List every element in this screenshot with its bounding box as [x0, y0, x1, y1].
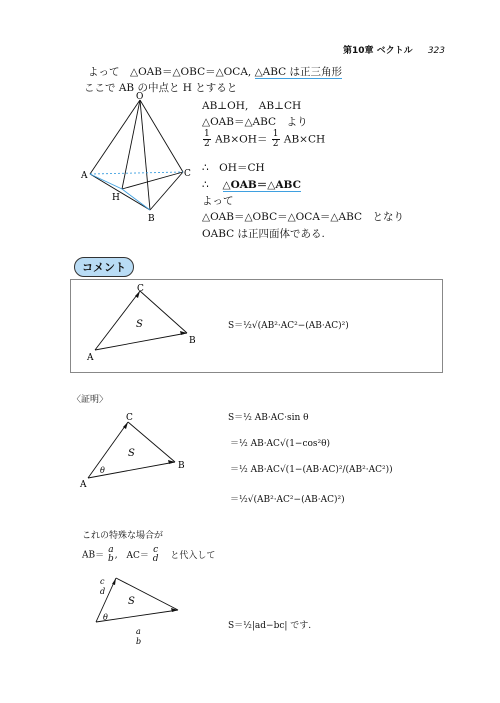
therefore-mark: ∴ — [202, 179, 220, 191]
special-line-1: これの特殊な場合が — [82, 531, 164, 541]
comment-B-label: B — [189, 336, 196, 346]
vertex-O-label: O — [136, 92, 144, 102]
substitute-text: と代入して — [170, 550, 216, 561]
solution-line-2: ここで AB の中点と H とすると — [84, 82, 238, 94]
proof-theta-label: θ — [100, 466, 105, 475]
proof-S-label: S — [128, 448, 135, 459]
equilateral-statement: △ABC は正三角形 — [254, 66, 343, 78]
page-header — [343, 43, 445, 56]
page-number: 323 — [427, 46, 445, 56]
proof-B-label: B — [178, 461, 185, 471]
vertex-B-label: B — [148, 214, 155, 224]
proof-A-label: A — [80, 480, 87, 490]
reason-1: AB⊥OH, AB⊥CH — [202, 100, 302, 112]
vector-ac-components — [153, 546, 159, 564]
comment-A-label: A — [87, 353, 94, 363]
reason-4: ∴ OH＝CH — [202, 162, 265, 174]
vector-ac-x: c — [153, 545, 159, 555]
vector-ab-y: b — [108, 554, 114, 564]
proof-line-2: ＝½ AB·AC√(1−cos²θ) — [230, 439, 331, 449]
special-c-component: c — [100, 577, 105, 586]
special-triangle — [88, 570, 188, 648]
conclusion-equality: △OAB＝△ABC — [222, 179, 301, 191]
comment-formula: S＝½√(AB²·AC²−(AB·AC)²) — [228, 321, 349, 331]
vector-ab-x: a — [108, 545, 114, 555]
comment-badge: コメント — [74, 257, 134, 277]
half-fraction: $\frac{1}{2}$ — [272, 129, 279, 149]
proof-title: 〈証明〉 — [72, 395, 109, 405]
proof-line-1: S＝½ AB·AC·sin θ — [228, 413, 309, 423]
vertex-C-label: C — [184, 169, 191, 179]
special-a-component: a — [136, 627, 141, 636]
comment-C-label: C — [137, 284, 144, 294]
proof-line-4: ＝½√(AB²·AC²−(AB·AC)²) — [230, 495, 345, 505]
reason-5 — [202, 177, 301, 192]
reason-7: △OAB＝△OBC＝△OCA＝△ABC となり — [202, 211, 405, 223]
vertex-A-label: A — [81, 171, 88, 181]
comment-triangle — [85, 283, 205, 363]
line1-text: よって △OAB＝△OBC＝△OCA, — [88, 66, 252, 78]
reason-8: OABC は正四面体である. — [202, 228, 325, 240]
special-b-component: b — [136, 637, 142, 646]
special-d-component: d — [100, 587, 106, 596]
comment-S-label: S — [136, 319, 143, 330]
special-theta-label: θ — [103, 613, 108, 622]
proof-line-3: ＝½ AB·AC√(1−(AB·AC)²/(AB²·AC²)) — [230, 465, 393, 475]
reason-3-left: AB×OH＝ — [215, 133, 268, 146]
special-line-2: AB＝ a b , AC＝ c d と代入して — [82, 545, 216, 564]
chapter-title: 第10章 ベクトル — [343, 46, 413, 56]
vector-ac-y: d — [152, 554, 159, 564]
tetrahedron-figure — [78, 92, 200, 227]
point-H-label: H — [112, 193, 120, 203]
reason-3 — [202, 130, 325, 149]
reason-3-right: AB×CH — [283, 133, 326, 146]
reason-2: △OAB＝△ABC より — [202, 116, 308, 128]
vector-ab-label: AB＝ — [82, 550, 105, 561]
special-result: S＝½|ad−bc| です. — [228, 621, 312, 631]
vector-ac-label: AC＝ — [126, 550, 149, 561]
special-S-label: S — [128, 596, 135, 607]
half-fraction: $\frac{1}{2}$ — [204, 129, 210, 149]
proof-C-label: C — [126, 413, 133, 423]
reason-6: よって — [202, 195, 234, 207]
vector-ab-components — [108, 546, 114, 564]
proof-triangle — [78, 410, 193, 490]
solution-line-1 — [88, 64, 342, 79]
